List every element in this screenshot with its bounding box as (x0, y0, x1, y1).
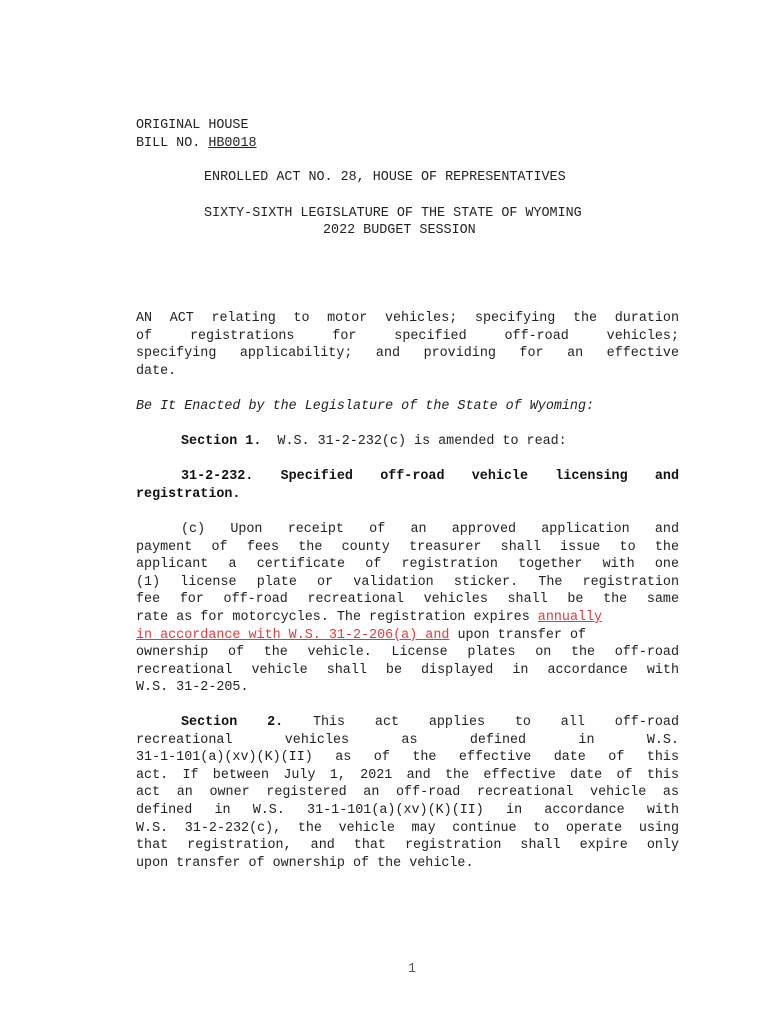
subsection-line-amended (136, 627, 679, 645)
section-1-intro (181, 433, 567, 451)
statute-heading-line: 31-2-232. Specified off-road vehicle licensing and (181, 469, 679, 484)
session-heading: 2022 BUDGET SESSION (323, 223, 476, 238)
title-line: AN ACT relating to motor vehicles; specifying the duration (136, 311, 679, 326)
subsection-line: ownership of the vehicle. License plates on the off-road (136, 645, 679, 661)
enrolled-act-heading: ENROLLED ACT NO. 28, HOUSE OF REPRESENTATIVES (204, 170, 566, 185)
subsection-text: rate as for motorcycles. The registration expires (136, 609, 538, 625)
bill-number-line (136, 135, 257, 153)
subsection-line: payment of fees the county treasurer shall issue to the (136, 539, 679, 555)
section-2 (136, 714, 679, 872)
subsection-line: (1) license plate or validation sticker. The registration (136, 574, 679, 590)
original-house-label: ORIGINAL HOUSE (136, 118, 249, 133)
section-2-label: Section 2. (181, 715, 284, 730)
section-2-line: recreational vehicles as defined in W.S. (136, 732, 679, 748)
section-2-line: act an owner registered an off-road recreational vehicle as (136, 785, 679, 801)
subsection-text: upon transfer of (449, 627, 587, 643)
subsection-line: fee for off-road recreational vehicles shall be the same (136, 592, 679, 608)
act-title (136, 310, 679, 380)
page-number: 1 (408, 962, 417, 977)
section-2-line: 31-1-101(a)(xv)(K)(II) as of the effective date of this (136, 750, 679, 766)
subsection-line: W.S. 31-2-205. (136, 680, 249, 696)
bill-no-label: BILL NO. (136, 136, 209, 151)
statute-heading-line: registration. (136, 486, 241, 502)
subsection-line: recreational vehicle shall be displayed in accordance with (136, 662, 679, 678)
title-line: date. (136, 363, 177, 379)
subsection-line-amended (136, 609, 679, 627)
section-1-label: Section 1. (181, 434, 262, 449)
subsection-c (136, 521, 679, 697)
inserted-text: in accordance with W.S. 31-2-206(a) and (136, 627, 450, 643)
statute-heading (136, 468, 679, 503)
section-2-line: upon transfer of ownership of the vehicle. (136, 855, 474, 871)
section-2-line: W.S. 31-2-232(c), the vehicle may continue to operate using (136, 820, 679, 836)
title-line: specifying applicability; and providing for an effective (136, 346, 679, 362)
subsection-line: applicant a certificate of registration together with one (136, 557, 679, 573)
section-2-first-line (136, 714, 679, 732)
enacting-clause: Be It Enacted by the Legislature of the State of Wyoming: (136, 399, 595, 414)
section-2-text: This act applies to all off-road (283, 715, 679, 730)
title-line: of registrations for specified off-road vehicles; (136, 328, 679, 344)
section-2-line: defined in W.S. 31-1-101(a)(xv)(K)(II) in accordance with (136, 802, 679, 818)
bill-number: HB0018 (208, 136, 257, 151)
legislature-heading: SIXTY-SIXTH LEGISLATURE OF THE STATE OF WYOMING (204, 206, 582, 221)
section-2-line: act. If between July 1, 2021 and the effective date of this (136, 767, 679, 783)
inserted-text: annually (537, 609, 603, 625)
subsection-line: (c) Upon receipt of an approved application and (181, 522, 679, 537)
section-2-line: that registration, and that registration shall expire only (136, 838, 679, 854)
section-1-text: W.S. 31-2-232(c) is amended to read: (261, 434, 567, 449)
